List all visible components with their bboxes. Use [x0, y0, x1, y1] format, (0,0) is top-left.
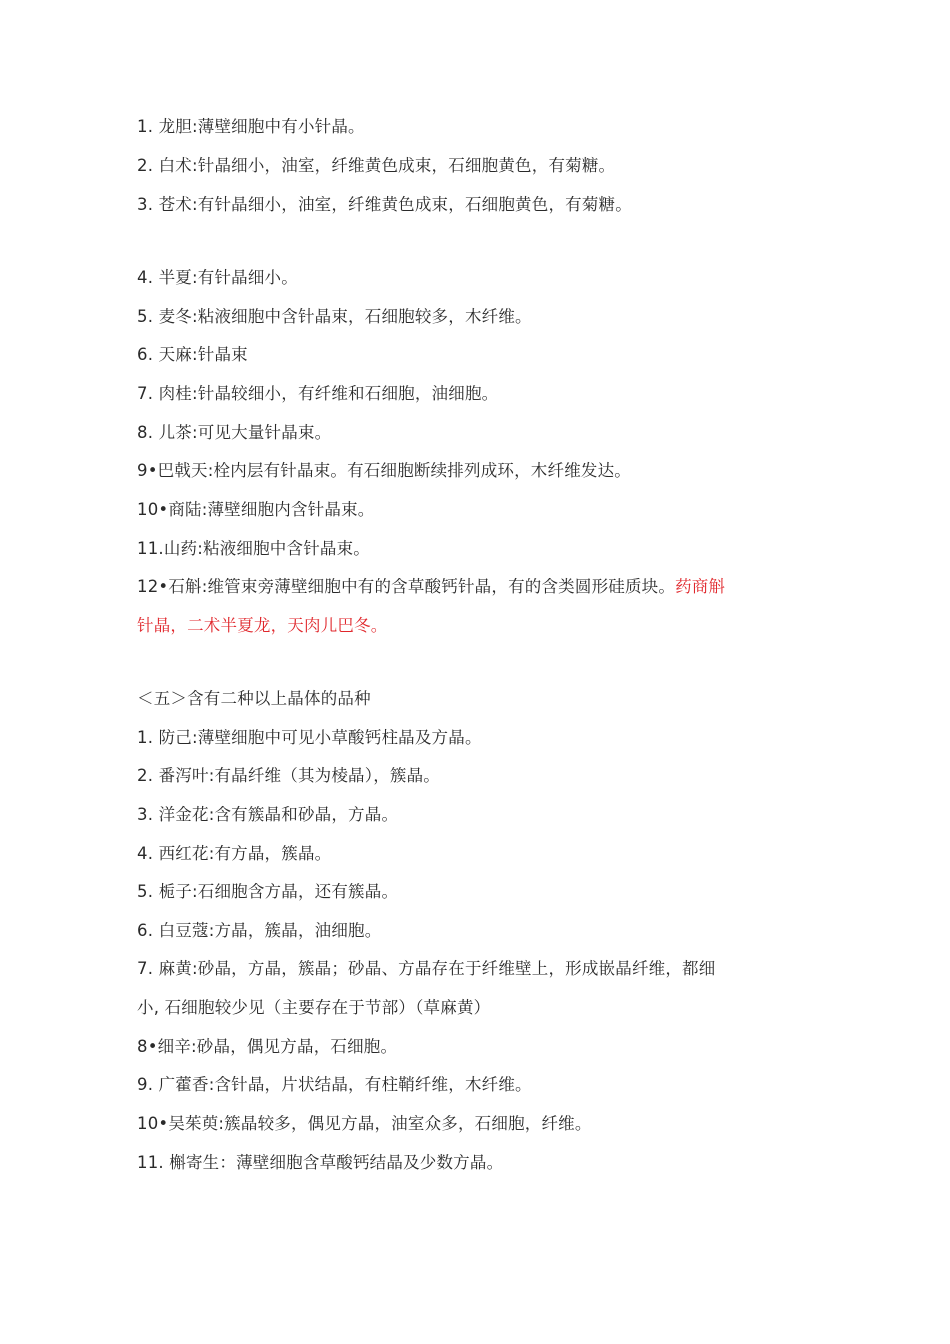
entry-cangzhu: 3. 苍术:有针晶细小，油室，纤维黄色成束，石细胞黄色，有菊糖。 [137, 195, 632, 214]
entry-shanyao: 11.山药:粘液细胞中含针晶束。 [137, 539, 370, 558]
entry-rougui: 7. 肉桂:针晶较细小，有纤维和石细胞，油细胞。 [137, 384, 499, 403]
entry-baidoukou: 6. 白豆蔻:方晶，簇晶，油细胞。 [137, 921, 382, 940]
entry-hujisheng: 11. 槲寄生：薄壁细胞含草酸钙结晶及少数方晶。 [137, 1153, 504, 1172]
entry-baizhu: 2. 白术:针晶细小，油室，纤维黄色成束，石细胞黄色，有菊糖。 [137, 156, 616, 175]
entry-shanglu: 10•商陆:薄壁细胞内含针晶束。 [137, 500, 375, 519]
mnemonic-highlight: 药商斛 [675, 577, 726, 596]
entry-fanxieye: 2. 番泻叶:有晶纤维（其为棱晶），簇晶。 [137, 766, 440, 785]
entry-zhizi: 5. 栀子:石细胞含方晶，还有簇晶。 [137, 882, 399, 901]
entry-bajitian: 9•巴戟天:栓内层有针晶束。有石细胞断续排列成环，木纤维发达。 [137, 461, 631, 480]
section-heading: ＜五＞含有二种以上晶体的品种 [137, 689, 371, 708]
entry-tianma: 6. 天麻:针晶束 [137, 345, 248, 364]
entry-banxia: 4. 半夏:有针晶细小。 [137, 268, 298, 287]
entry-mahuang: 7. 麻黄:砂晶，方晶，簇晶；砂晶、方晶存在于纤维壁上，形成嵌晶纤维，都细 [137, 959, 716, 978]
entry-longdan: 1. 龙胆:薄壁细胞中有小针晶。 [137, 117, 365, 136]
entry-ercha: 8. 儿茶:可见大量针晶束。 [137, 423, 332, 442]
mnemonic-highlight-continued: 针晶，二术半夏龙，天肉儿巴冬。 [137, 616, 388, 635]
entry-maidong: 5. 麦冬:粘液细胞中含针晶束，石细胞较多，木纤维。 [137, 307, 532, 326]
entry-yangjinhua: 3. 洋金花:含有簇晶和砂晶，方晶。 [137, 805, 399, 824]
entry-fangji: 1. 防己:薄壁细胞中可见小草酸钙柱晶及方晶。 [137, 728, 482, 747]
entry-guanghuoxiang: 9. 广藿香:含针晶，片状结晶，有柱鞘纤维，木纤维。 [137, 1075, 532, 1094]
entry-mahuang-continued: 小, 石细胞较少见（主要存在于节部）（草麻黄） [137, 998, 491, 1017]
entry-wuzhuyu: 10•吴茱萸:簇晶较多，偶见方晶，油室众多，石细胞，纤维。 [137, 1114, 592, 1133]
entry-xixin: 8•细辛:砂晶，偶见方晶，石细胞。 [137, 1037, 398, 1056]
entry-xihonghua: 4. 西红花:有方晶，簇晶。 [137, 844, 332, 863]
entry-shihu [137, 575, 817, 599]
entry-shihu-text: 12•石斛:维管束旁薄壁细胞中有的含草酸钙针晶，有的含类圆形硅质块。 [137, 577, 676, 596]
